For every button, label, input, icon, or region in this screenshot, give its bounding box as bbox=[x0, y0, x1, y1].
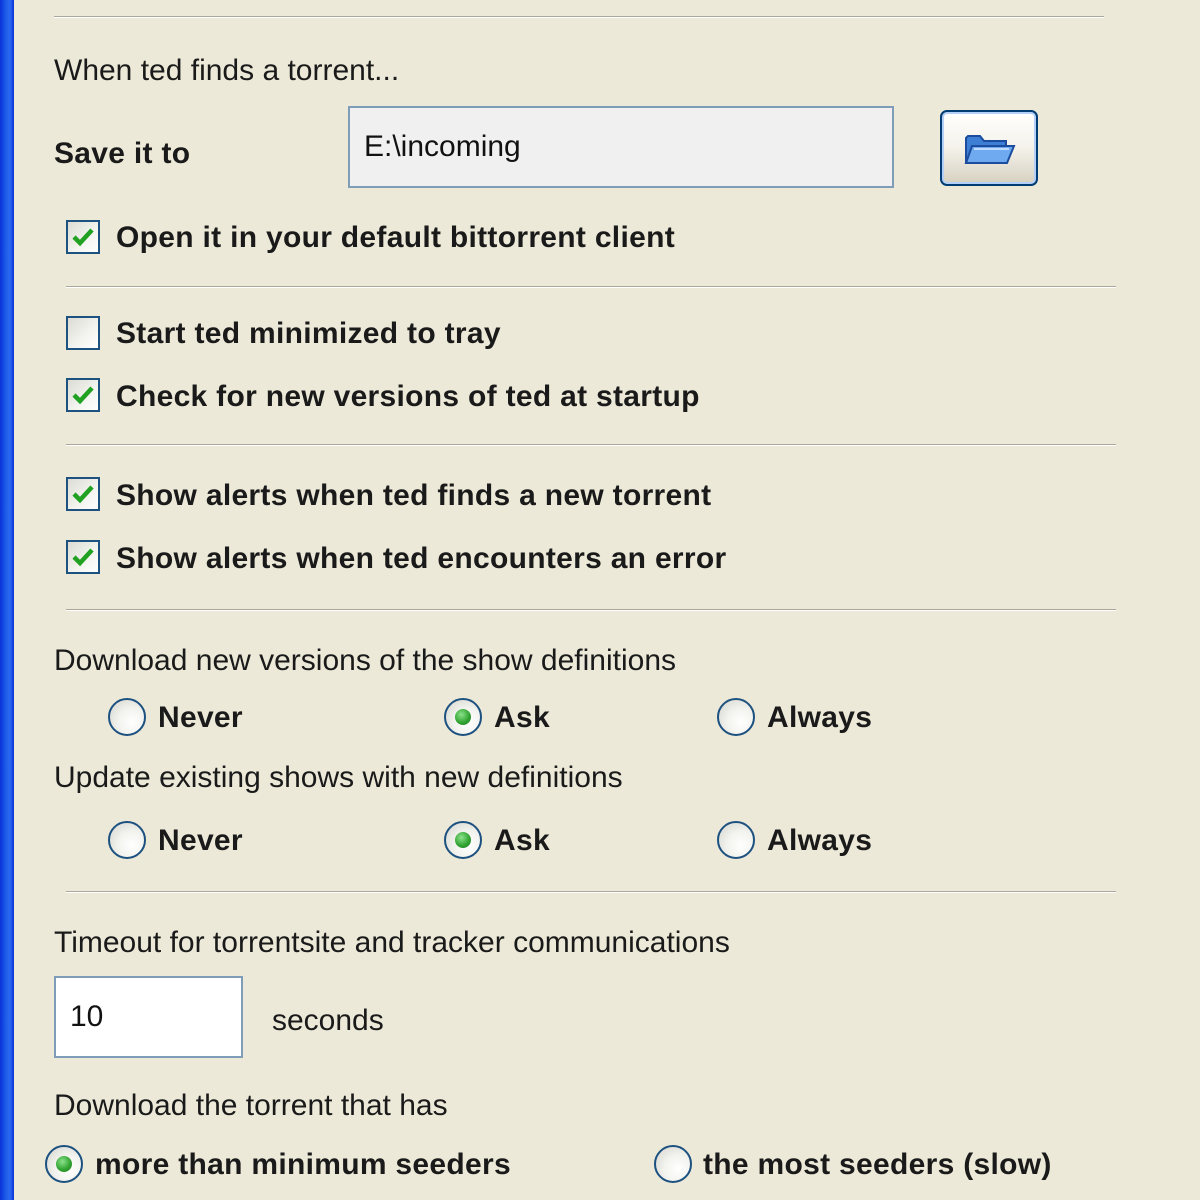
download-never-radio[interactable] bbox=[108, 698, 146, 736]
separator-3 bbox=[66, 609, 1116, 611]
alert-new-torrent-label[interactable]: Show alerts when ted finds a new torrent bbox=[116, 479, 712, 512]
update-ask-label[interactable]: Ask bbox=[494, 824, 550, 857]
checkmark-icon bbox=[71, 225, 95, 249]
download-always-radio[interactable] bbox=[717, 698, 755, 736]
separator-top bbox=[54, 16, 1104, 18]
check-versions-checkbox[interactable] bbox=[66, 378, 100, 412]
download-ask-radio[interactable] bbox=[444, 698, 482, 736]
seeders-heading: Download the torrent that has bbox=[54, 1089, 448, 1122]
timeout-input[interactable] bbox=[54, 976, 243, 1058]
checkmark-icon bbox=[71, 383, 95, 407]
download-ask-label[interactable]: Ask bbox=[494, 701, 550, 734]
check-versions-label[interactable]: Check for new versions of ted at startup bbox=[116, 380, 700, 413]
alert-error-checkbox[interactable] bbox=[66, 540, 100, 574]
update-ask-radio[interactable] bbox=[444, 821, 482, 859]
seeders-minimum-radio[interactable] bbox=[45, 1145, 83, 1183]
browse-folder-button[interactable] bbox=[940, 110, 1038, 186]
open-in-client-checkbox[interactable] bbox=[66, 220, 100, 254]
torrent-section-heading: When ted finds a torrent... bbox=[54, 54, 400, 87]
save-location-input[interactable] bbox=[348, 106, 894, 188]
download-always-label[interactable]: Always bbox=[767, 701, 873, 734]
update-always-label[interactable]: Always bbox=[767, 824, 873, 857]
update-never-radio[interactable] bbox=[108, 821, 146, 859]
separator-4 bbox=[66, 891, 1116, 893]
timeout-unit-label: seconds bbox=[272, 1004, 384, 1037]
seeders-most-label[interactable]: the most seeders (slow) bbox=[703, 1148, 1052, 1181]
open-in-client-label[interactable]: Open it in your default bittorrent client bbox=[116, 221, 675, 254]
seeders-most-radio[interactable] bbox=[654, 1145, 692, 1183]
alert-new-torrent-checkbox[interactable] bbox=[66, 477, 100, 511]
update-always-radio[interactable] bbox=[717, 821, 755, 859]
download-definitions-heading: Download new versions of the show definitions bbox=[54, 644, 677, 677]
update-never-label[interactable]: Never bbox=[158, 824, 243, 857]
separator-2 bbox=[66, 444, 1116, 446]
folder-open-icon bbox=[964, 132, 1016, 166]
checkmark-icon bbox=[71, 545, 95, 569]
separator-1 bbox=[66, 286, 1116, 288]
timeout-heading: Timeout for torrentsite and tracker communications bbox=[54, 926, 730, 959]
alert-error-label[interactable]: Show alerts when ted encounters an error bbox=[116, 542, 727, 575]
download-never-label[interactable]: Never bbox=[158, 701, 243, 734]
checkmark-icon bbox=[71, 482, 95, 506]
save-location-label: Save it to bbox=[54, 137, 191, 170]
start-minimized-label[interactable]: Start ted minimized to tray bbox=[116, 317, 501, 350]
update-definitions-heading: Update existing shows with new definitions bbox=[54, 761, 623, 794]
seeders-minimum-label[interactable]: more than minimum seeders bbox=[95, 1148, 511, 1181]
window-left-border bbox=[0, 0, 14, 1200]
start-minimized-checkbox[interactable] bbox=[66, 316, 100, 350]
